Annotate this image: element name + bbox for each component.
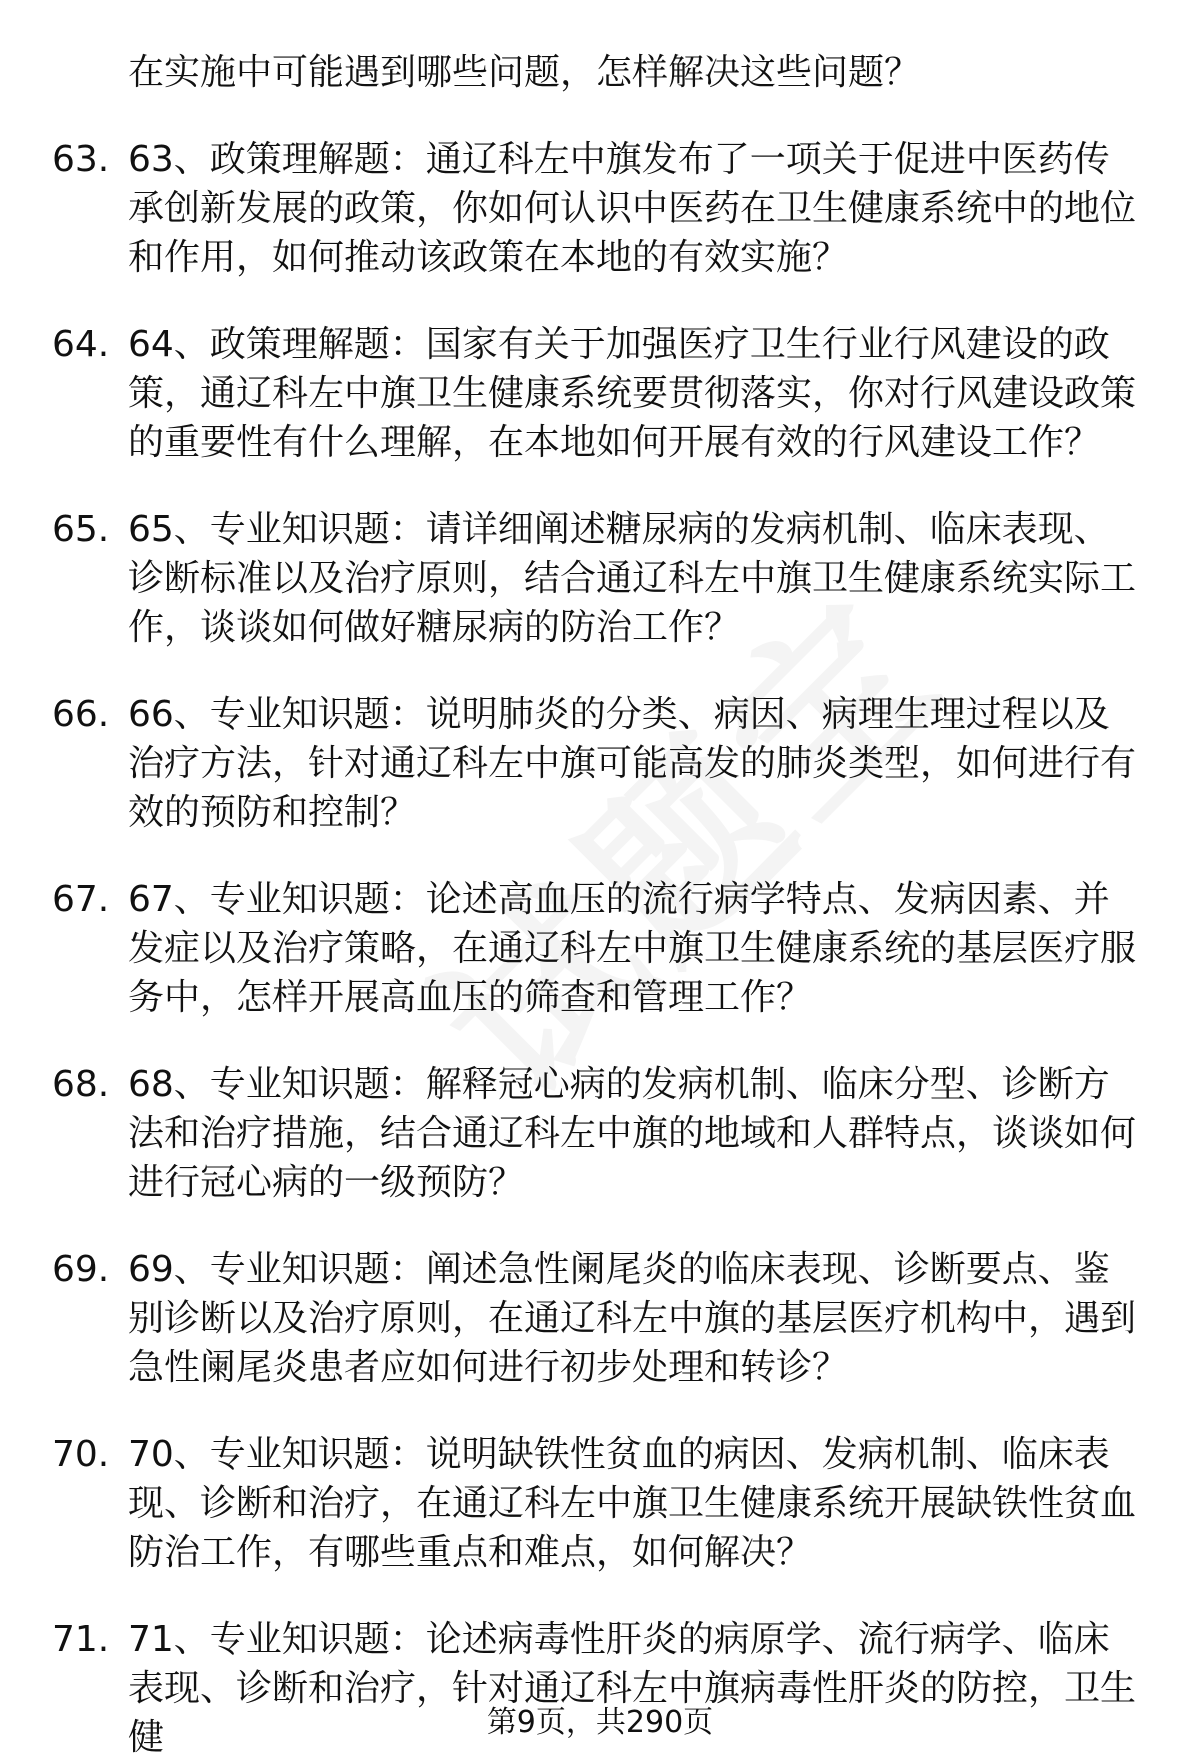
page-footer: 第9页，共290页 bbox=[486, 1705, 714, 1740]
list-item bbox=[0, 1060, 1200, 1207]
item-number: 68. bbox=[52, 1064, 110, 1105]
continuation-text: 在实施中可能遇到哪些问题，怎样解决这些问题？ bbox=[128, 52, 921, 93]
list-item bbox=[0, 135, 1200, 282]
list-item bbox=[0, 1430, 1200, 1577]
item-number: 63. bbox=[52, 139, 110, 180]
item-number: 64. bbox=[52, 324, 110, 365]
item-number: 71. bbox=[52, 1619, 110, 1660]
item-number: 65. bbox=[52, 509, 110, 550]
item-text: 66、专业知识题：说明肺炎的分类、病因、病理生理过程以及治疗方法，针对通辽科左中旗可能高发的肺炎类型，如何进行有效的预防和控制？ bbox=[128, 694, 1137, 833]
list-item bbox=[0, 505, 1200, 652]
item-number: 69. bbox=[52, 1249, 110, 1290]
item-text: 69、专业知识题：阐述急性阑尾炎的临床表现、诊断要点、鉴别诊断以及治疗原则，在通辽科左中旗的基层医疗机构中，遇到急性阑尾炎患者应如何进行初步处理和转诊？ bbox=[128, 1249, 1137, 1388]
list-item bbox=[0, 875, 1200, 1022]
item-text: 71、专业知识题：论述病毒性肝炎的病原学、流行病学、临床表现、诊断和治疗，针对通辽科左中旗病毒性肝炎的防控，卫生健 bbox=[128, 1619, 1137, 1758]
item-text: 67、专业知识题：论述高血压的流行病学特点、发病因素、并发症以及治疗策略，在通辽科左中旗卫生健康系统的基层医疗服务中，怎样开展高血压的筛查和管理工作？ bbox=[128, 879, 1137, 1018]
list-item bbox=[0, 320, 1200, 467]
item-text: 70、专业知识题：说明缺铁性贫血的病因、发病机制、临床表现、诊断和治疗，在通辽科左中旗卫生健康系统开展缺铁性贫血防治工作，有哪些重点和难点，如何解决？ bbox=[128, 1434, 1137, 1573]
item-text: 68、专业知识题：解释冠心病的发病机制、临床分型、诊断方法和治疗措施，结合通辽科左中旗的地域和人群特点，谈谈如何进行冠心病的一级预防？ bbox=[128, 1064, 1137, 1203]
item-number: 70. bbox=[52, 1434, 110, 1475]
item-text: 64、政策理解题：国家有关于加强医疗卫生行业行风建设的政策，通辽科左中旗卫生健康系统要贯彻落实，你对行风建设政策的重要性有什么理解，在本地如何开展有效的行风建设工作？ bbox=[128, 324, 1137, 463]
list-item bbox=[0, 1245, 1200, 1392]
question-list bbox=[0, 48, 1200, 1762]
item-number: 67. bbox=[52, 879, 110, 920]
item-text: 63、政策理解题：通辽科左中旗发布了一项关于促进中医药传承创新发展的政策，你如何认识中医药在卫生健康系统中的地位和作用，如何推动该政策在本地的有效实施？ bbox=[128, 139, 1137, 278]
item-number: 66. bbox=[52, 694, 110, 735]
list-item bbox=[0, 690, 1200, 837]
item-text: 65、专业知识题：请详细阐述糖尿病的发病机制、临床表现、诊断标准以及治疗原则，结合通辽科左中旗卫生健康系统实际工作，谈谈如何做好糖尿病的防治工作？ bbox=[128, 509, 1137, 648]
